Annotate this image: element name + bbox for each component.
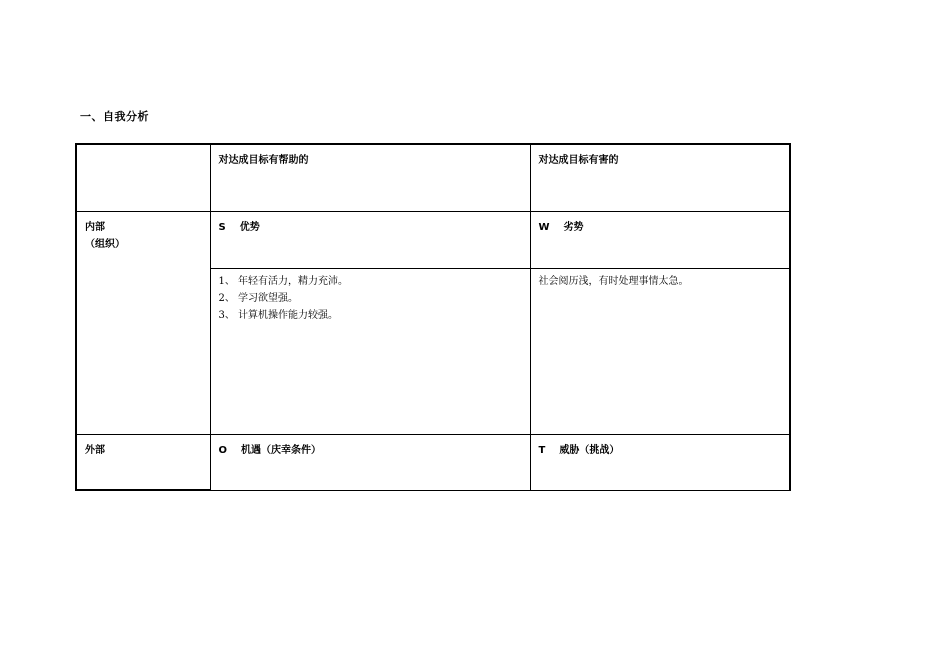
strength-title: 优势 xyxy=(239,221,260,233)
header-harmful: 对达成目标有害的 xyxy=(530,144,790,211)
weakness-header xyxy=(530,211,790,268)
opportunity-header xyxy=(210,434,530,490)
opportunity-letter: O xyxy=(218,444,228,456)
strength-header xyxy=(210,211,530,268)
threat-letter: T xyxy=(538,444,546,456)
header-helpful: 对达成目标有帮助的 xyxy=(210,144,530,211)
strengths-list xyxy=(210,268,530,434)
table-row xyxy=(76,211,790,268)
list-item: 3、 计算机操作能力较强。 xyxy=(218,309,339,321)
strength-letter: S xyxy=(218,221,226,233)
internal-label-line-2: （组织） xyxy=(85,238,125,250)
table-row xyxy=(76,144,790,211)
swot-table xyxy=(75,143,789,490)
weakness-letter: W xyxy=(538,221,550,233)
threat-title: 威胁（挑战） xyxy=(559,444,620,456)
opportunity-title: 机遇（庆幸条件） xyxy=(241,444,322,456)
list-item: 1、 年轻有活力，精力充沛。 xyxy=(218,275,349,287)
section-heading: 一、自我分析 xyxy=(80,110,149,123)
corner-cell xyxy=(76,144,210,211)
weakness-title: 劣势 xyxy=(563,221,584,233)
internal-label-line-1: 内部 xyxy=(85,221,105,233)
weakness-text: 社会阅历浅，有时处理事情太急。 xyxy=(530,268,790,434)
list-item: 2、 学习欲望强。 xyxy=(218,292,299,304)
threat-header xyxy=(530,434,790,490)
external-label: 外部 xyxy=(76,434,210,490)
internal-label xyxy=(76,211,210,434)
table-row xyxy=(76,434,790,490)
